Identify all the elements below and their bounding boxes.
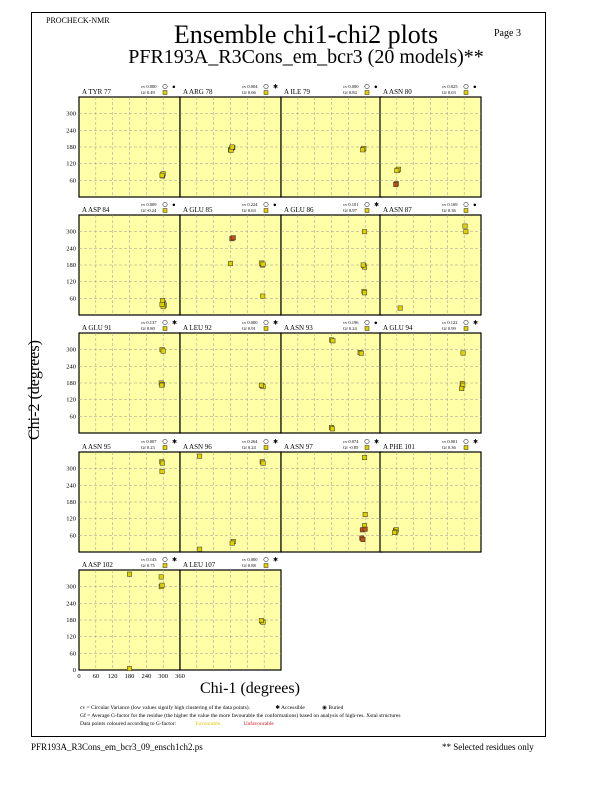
cv-label: cv 0.101 (343, 202, 359, 207)
data-point (259, 618, 263, 622)
y-tick-label: 60 (69, 532, 76, 540)
gf-colour-box (464, 327, 468, 331)
residue-label: A ASP 102 (82, 561, 113, 569)
data-point (464, 229, 468, 233)
gf-label: Gf 0.88 (242, 563, 256, 568)
y-tick-label: 180 (66, 499, 76, 506)
clock-icon (464, 202, 468, 206)
y-tick-label: 60 (69, 295, 76, 303)
y-tick-label: 180 (66, 262, 76, 269)
residue-label: A ASN 80 (383, 88, 412, 96)
gf-colour-box (163, 564, 167, 568)
gf-label: Gf 0.49 (141, 90, 155, 95)
y-tick-label: 60 (69, 413, 76, 421)
accessible-icon: ✱ (273, 84, 279, 91)
cv-label: cv 0.264 (242, 439, 258, 444)
cv-label: cv 0.007 (141, 439, 157, 444)
clock-icon (464, 84, 468, 88)
y-tick-label: 240 (66, 363, 76, 371)
legend-colour-text: Data points coloured according to G-factor: (80, 721, 177, 727)
data-point (160, 302, 164, 306)
clock-icon (365, 439, 369, 443)
cv-label: cv 0.000 (242, 557, 258, 562)
residue-label: A ASN 95 (82, 443, 111, 451)
x-tick-label: 60 (92, 673, 100, 680)
x-tick-label: 180 (124, 673, 135, 680)
clock-icon (163, 320, 167, 324)
y-tick-label: 0 (72, 667, 76, 674)
clock-icon (365, 84, 369, 88)
data-point (361, 263, 365, 267)
buried-icon: ● (473, 202, 477, 209)
gf-colour-box (163, 91, 167, 95)
data-point (463, 224, 467, 228)
x-tick-label: 360 (175, 673, 185, 680)
residue-label: A ASP 84 (82, 206, 110, 214)
data-point (127, 572, 131, 576)
gf-colour-box (464, 446, 468, 450)
residue-label: A GLU 94 (383, 324, 413, 332)
gf-label: Gf 0.97 (343, 208, 357, 213)
y-tick-label: 180 (66, 617, 76, 624)
clock-icon (163, 439, 167, 443)
data-point (231, 236, 235, 240)
data-point (230, 145, 234, 149)
footer-filename: PFR193A_R3Cons_em_bcr3_09_ensch1ch2.ps (31, 742, 203, 752)
data-point (259, 383, 263, 387)
legend-gf-text: Gf = Average G-factor for the residue (the higher the value the more favourable the conformations) based on analysis of high-res. Xstal structures (80, 713, 401, 719)
y-tick-label: 300 (66, 228, 76, 236)
cv-label: cv 0.000 (343, 84, 359, 89)
cv-label: cv 0.004 (242, 84, 258, 89)
accessible-icon: ✱ (172, 320, 178, 327)
gf-label: Gf 0.80 (141, 326, 155, 331)
gf-label: Gf 0.99 (442, 326, 456, 331)
gf-label: Gf 0.66 (242, 90, 256, 95)
gf-colour-box (264, 209, 268, 213)
data-point (392, 530, 396, 534)
accessible-icon: ✱ (273, 557, 279, 564)
data-point (362, 291, 366, 295)
buried-icon: ● (172, 202, 176, 209)
residue-label: A ASN 87 (383, 206, 412, 214)
clock-icon (464, 320, 468, 324)
buried-icon: ● (172, 84, 176, 91)
y-tick-label: 180 (66, 380, 76, 387)
y-tick-label: 300 (66, 110, 76, 118)
accessible-icon: ✱ (172, 439, 178, 446)
page-subtitle: PFR193A_R3Cons_em_bcr3 (20 models)** (128, 46, 484, 68)
data-point (330, 427, 334, 431)
cv-label: cv 0.074 (343, 439, 359, 444)
data-point (398, 306, 402, 310)
data-point (261, 262, 265, 266)
clock-icon (264, 202, 268, 206)
gf-label: Gf -0.85 (343, 445, 359, 450)
accessible-icon: ✱ (273, 320, 279, 327)
clock-icon (163, 557, 167, 561)
data-point (160, 461, 164, 465)
residue-label: A GLU 86 (284, 206, 314, 214)
program-label: PROCHECK-NMR (46, 16, 110, 25)
residue-label: A LEU 107 (183, 561, 216, 569)
gf-colour-box (264, 446, 268, 450)
data-point (261, 294, 265, 298)
clock-icon (264, 439, 268, 443)
accessible-icon: ✱ (275, 705, 280, 711)
footer-note: ** Selected residues only (442, 742, 534, 752)
data-point (197, 547, 201, 551)
clock-icon (163, 202, 167, 206)
cv-label: cv 0.169 (442, 202, 458, 207)
x-tick-label: 240 (141, 673, 152, 680)
data-point (160, 173, 164, 177)
data-point (362, 455, 366, 459)
gf-colour-box (163, 446, 167, 450)
legend-cv-text: cv = Circular Variance (low values signify high clustering of the data points). (80, 705, 250, 711)
y-tick-label: 180 (66, 144, 76, 151)
y-tick-label: 60 (69, 177, 76, 185)
clock-icon (365, 320, 369, 324)
gf-label: Gf 0.36 (442, 445, 456, 450)
cv-label: cv 0.122 (442, 320, 458, 325)
cv-label: cv 0.143 (141, 557, 157, 562)
data-point (161, 349, 165, 353)
cv-label: cv 0.000 (141, 84, 157, 89)
y-tick-label: 300 (66, 465, 76, 473)
data-point (359, 351, 363, 355)
accessible-icon: ✱ (374, 202, 380, 209)
clock-icon (464, 439, 468, 443)
gf-label: Gf 0.24 (242, 445, 256, 450)
data-point (394, 182, 398, 186)
data-point (160, 583, 164, 587)
data-point (261, 461, 265, 465)
gf-colour-box (163, 209, 167, 213)
gf-colour-box (464, 209, 468, 213)
data-point (362, 229, 366, 233)
y-tick-label: 120 (66, 396, 76, 404)
cv-label: cv 0.009 (141, 202, 157, 207)
accessible-icon: ✱ (473, 439, 479, 446)
gf-label: Gf 0.23 (141, 445, 155, 450)
data-point (361, 537, 365, 541)
y-tick-label: 240 (66, 245, 76, 253)
residue-label: A ASN 97 (284, 443, 313, 451)
legend-line-1 (80, 705, 343, 711)
x-tick-label: 300 (158, 673, 169, 680)
cv-label: cv 0.196 (343, 320, 359, 325)
accessible-icon: ✱ (473, 320, 479, 327)
clock-icon (264, 84, 268, 88)
data-point (395, 168, 399, 172)
y-tick-label: 60 (69, 650, 76, 658)
gf-colour-box (264, 564, 268, 568)
gf-label: Gf 0.03 (442, 90, 456, 95)
legend-accessible: Accessible (281, 705, 305, 711)
data-point (360, 148, 364, 152)
clock-icon (264, 320, 268, 324)
gf-colour-box (264, 91, 268, 95)
page-title: Ensemble chi1-chi2 plots (173, 20, 439, 49)
cv-label: cv 0.001 (442, 439, 458, 444)
residue-label: A TYR 77 (82, 88, 112, 96)
buried-icon: ● (374, 320, 378, 327)
gf-label: Gf 0.36 (442, 208, 456, 213)
gf-colour-box (464, 91, 468, 95)
accessible-icon: ✱ (374, 439, 380, 446)
data-point (127, 666, 131, 670)
residue-label: A ASN 96 (183, 443, 212, 451)
data-point (159, 575, 163, 579)
y-tick-label: 120 (66, 515, 76, 523)
residue-label: A ARG 78 (183, 88, 213, 96)
residue-label: A GLU 91 (82, 324, 112, 332)
y-tick-label: 240 (66, 482, 76, 490)
gf-label: Gf 0.75 (141, 563, 155, 568)
data-point (228, 261, 232, 265)
gf-colour-box (365, 91, 369, 95)
y-tick-label: 120 (66, 633, 76, 641)
cv-label: cv 0.000 (242, 320, 258, 325)
data-point (459, 386, 463, 390)
data-point (197, 454, 201, 458)
clock-icon (264, 557, 268, 561)
y-tick-label: 120 (66, 160, 76, 168)
gf-colour-box (365, 446, 369, 450)
y-tick-label: 300 (66, 346, 76, 354)
residue-label: A GLU 85 (183, 206, 213, 214)
data-point (461, 351, 465, 355)
accessible-icon: ✱ (273, 439, 279, 446)
x-tick-label: 0 (77, 673, 81, 680)
y-tick-label: 240 (66, 127, 76, 135)
y-axis-label: Chi-2 (degrees) (26, 340, 43, 440)
data-point (363, 512, 367, 516)
cv-label: cv 0.025 (442, 84, 458, 89)
legend-unfavourable: Unfavourable (243, 721, 274, 727)
buried-icon: ● (374, 84, 378, 91)
gf-label: Gf -0.24 (141, 208, 157, 213)
gf-label: Gf 0.24 (343, 326, 357, 331)
page-number: Page 3 (494, 28, 521, 39)
gf-colour-box (163, 327, 167, 331)
gf-colour-box (264, 327, 268, 331)
data-point (160, 383, 164, 387)
data-point (230, 541, 234, 545)
gf-label: Gf 0.91 (242, 326, 256, 331)
legend-favourable: Favourable (195, 721, 221, 727)
gf-colour-box (365, 209, 369, 213)
clock-icon (163, 84, 167, 88)
accessible-icon: ✱ (172, 557, 178, 564)
legend-buried: Buried (328, 705, 344, 711)
residue-label: A ILE 79 (284, 88, 311, 96)
cv-label: cv 0.137 (141, 320, 157, 325)
buried-icon: ● (473, 84, 477, 91)
residue-label: A LEU 92 (183, 324, 212, 332)
y-tick-label: 240 (66, 600, 76, 608)
buried-icon: ◉ (322, 705, 328, 711)
legend-line-3 (80, 721, 274, 727)
clock-icon (365, 202, 369, 206)
x-tick-label: 120 (107, 673, 118, 680)
x-axis-label: Chi-1 (degrees) (200, 680, 300, 697)
residue-label: A PHE 101 (383, 443, 415, 451)
y-tick-label: 300 (66, 583, 76, 591)
data-point (331, 339, 335, 343)
buried-icon: ● (273, 202, 277, 209)
cv-label: cv 0.224 (242, 202, 258, 207)
data-point (160, 469, 164, 473)
residue-label: A ASN 93 (284, 324, 313, 332)
data-point (363, 527, 367, 531)
gf-label: Gf 0.63 (242, 208, 256, 213)
y-tick-label: 120 (66, 278, 76, 286)
gf-label: Gf 0.84 (343, 90, 357, 95)
gf-colour-box (365, 327, 369, 331)
